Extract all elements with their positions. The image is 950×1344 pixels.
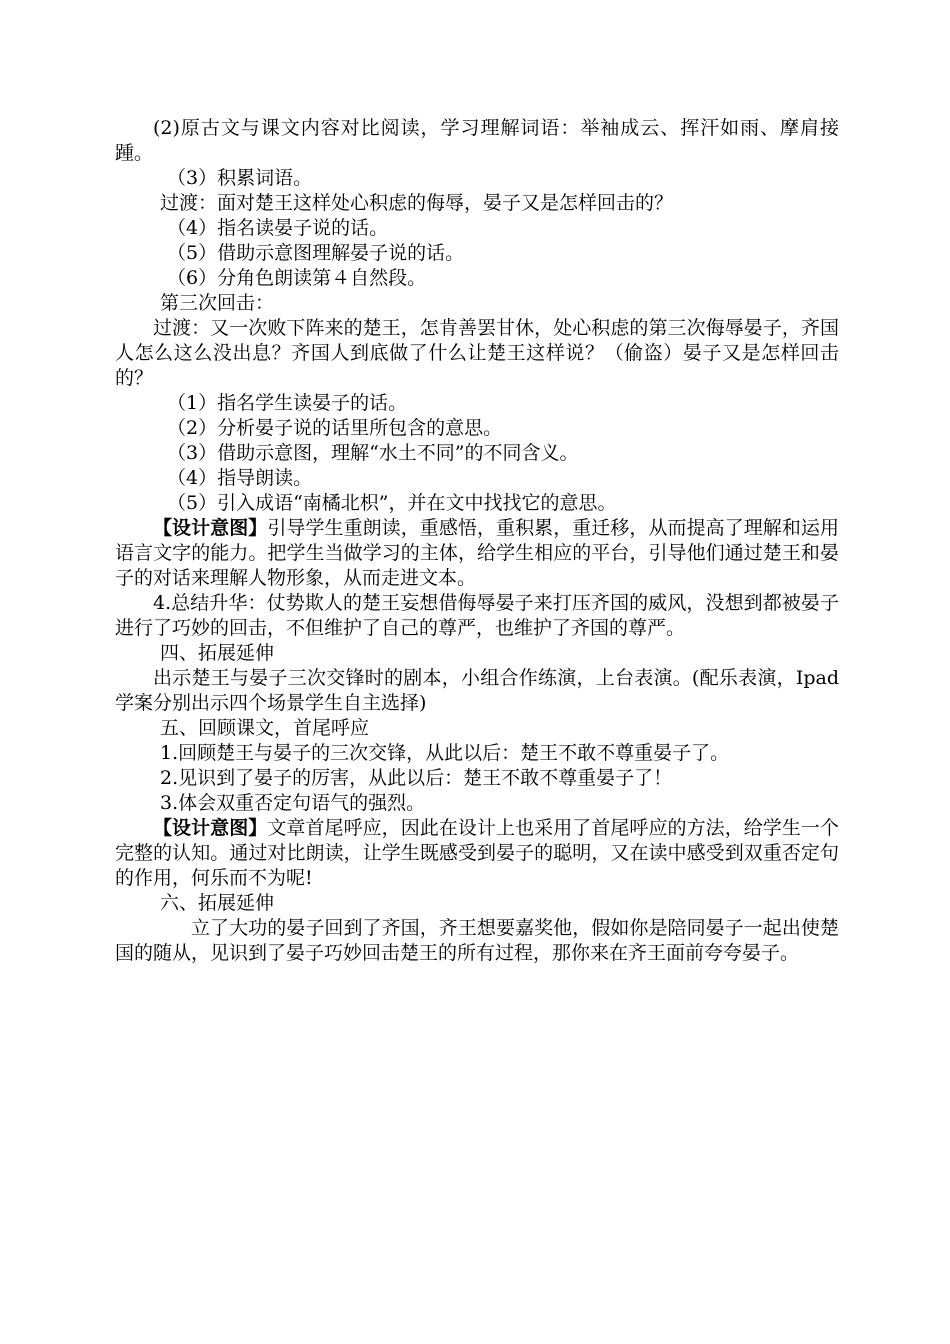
section-four-heading: 四、拓展延伸 [160, 642, 275, 664]
review-3: 3.体会双重否定句语气的强烈。 [160, 792, 426, 814]
design-intent-2 [115, 816, 839, 891]
review-2: 2.见识到了晏子的厉害，从此以后：楚王不敢不尊重晏子了！ [160, 767, 673, 789]
step-4: （4）指导朗读。 [167, 467, 313, 489]
section-six-text: 立了大功的晏子回到了齐国，齐王想要嘉奖他，假如你是陪同晏子一起出使楚国的随从，见识到了晏子巧妙回击楚王的所有过程，那你来在齐王面前夸夸晏子。 [115, 917, 839, 964]
transition-second: 过渡：面对楚王这样处心积虑的侮辱，晏子又是怎样回击的？ [160, 192, 674, 214]
step-2: （2）分析晏子说的话里所包含的意思。 [167, 417, 503, 439]
step-diagram: （5）借助示意图理解晏子说的话。 [167, 242, 465, 264]
step-1: （1）指名学生读晏子的话。 [167, 392, 408, 414]
step-accumulate-words: （3）积累词语。 [167, 167, 313, 189]
paragraph-compare-reading: (2)原古文与课文内容对比阅读，学习理解词语：举袖成云、挥汗如雨、摩肩接踵。 [115, 117, 839, 164]
step-role-reading: （6）分角色朗读第４自然段。 [167, 267, 427, 289]
design-intent-text: 文章首尾呼应，因此在设计上也采用了首尾呼应的方法，给学生一个完整的认知。通过对比朗读，让学生既感受到晏子的聪明，又在读中感受到双重否定句的作用，何乐而不为呢! [115, 817, 839, 889]
design-intent-label: 【设计意图】 [153, 817, 268, 839]
step-5: （5）引入成语“南橘北枳”，并在文中找找它的意思。 [167, 492, 617, 514]
design-intent-label: 【设计意图】 [153, 517, 268, 539]
design-intent-text: 引导学生重朗读，重感悟，重积累，重迁移，从而提高了理解和运用语言文字的能力。把学生当做学习的主体，给学生相应的平台，引导他们通过楚王和晏子的对话来理解人物形象，从而走进文本。 [115, 517, 839, 589]
design-intent-1 [115, 516, 839, 591]
heading-third-rebuttal: 第三次回击： [160, 292, 275, 314]
document-body [115, 116, 839, 966]
transition-third: 过渡：又一次败下阵来的楚王，怎肯善罢甘休，处心积虑的第三次侮辱晏子，齐国人怎么这么没出息？齐国人到底做了什么让楚王这样说？（偷盗）晏子又是怎样回击的？ [115, 317, 839, 389]
step-read-yanzi: （4）指名读晏子说的话。 [167, 217, 389, 239]
section-five-heading: 五、回顾课文，首尾呼应 [160, 717, 370, 739]
summary-paragraph: 4.总结升华：仗势欺人的楚王妄想借侮辱晏子来打压齐国的威风，没想到都被晏子进行了巧妙的回击，不但维护了自己的尊严，也维护了齐国的尊严。 [115, 592, 839, 639]
step-3: （3）借助示意图，理解“水土不同”的不同含义。 [167, 442, 579, 464]
section-six-heading: 六、拓展延伸 [160, 892, 275, 914]
section-four-text: 出示楚王与晏子三次交锋时的剧本，小组合作练演，上台表演。(配乐表演，Ipad学案分别出示四个场景学生自主选择) [115, 667, 839, 714]
review-1: 1.回顾楚王与晏子的三次交锋，从此以后：楚王不敢不尊重晏子了。 [160, 742, 730, 764]
